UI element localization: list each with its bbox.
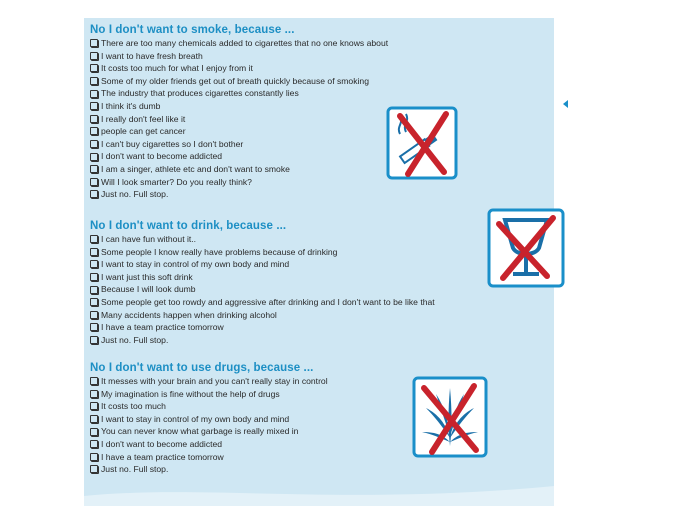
checkbox-icon xyxy=(90,235,98,243)
smoke-reason-text: I really don't feel like it xyxy=(101,113,186,124)
smoke-reason-item xyxy=(90,125,388,138)
edge-marker xyxy=(563,100,568,108)
checkbox-icon xyxy=(90,127,98,135)
drink-section xyxy=(90,220,435,346)
checkbox-icon xyxy=(90,165,98,173)
drink-reason-item xyxy=(90,246,435,259)
checkbox-icon xyxy=(90,311,98,319)
drink-reasons-list xyxy=(90,233,435,346)
smoke-reason-item xyxy=(90,150,388,163)
drink-reason-text: Some people I know really have problems because of drinking xyxy=(101,246,338,257)
checkbox-icon xyxy=(90,402,98,410)
smoke-reason-text: There are too many chemicals added to cigarettes that no one knows about xyxy=(101,38,389,48)
drugs-reason-item xyxy=(90,400,328,413)
drugs-reason-text: I don't want to become addicted xyxy=(101,438,223,449)
smoke-reason-text: I am a singer, athlete etc and don't want to smoke xyxy=(101,163,290,174)
smoke-reason-text: Just no. Full stop. xyxy=(101,189,169,200)
checkbox-icon xyxy=(90,190,98,198)
drugs-reason-text: It costs too much xyxy=(101,401,166,412)
drugs-reason-text: I have a team practice tomorrow xyxy=(101,451,224,462)
smoke-reason-item xyxy=(90,188,388,201)
drink-reason-text: I have a team practice tomorrow xyxy=(101,322,224,333)
smoke-section xyxy=(90,24,388,201)
checkbox-icon xyxy=(90,286,98,294)
smoke-reason-text: The industry that produces cigarettes constantly lies xyxy=(101,88,299,99)
checkbox-icon xyxy=(90,377,98,385)
drink-reason-text: I want to stay in control of my own body and mind xyxy=(101,259,290,270)
drink-reason-text: I can have fun without it.. xyxy=(101,234,197,244)
checkbox-icon xyxy=(90,115,98,123)
checkbox-icon xyxy=(90,52,98,60)
drink-heading: No I don't want to drink, because ... xyxy=(90,220,287,232)
checkbox-icon xyxy=(90,39,98,47)
checkbox-icon xyxy=(90,248,98,256)
smoke-heading: No I don't want to smoke, because ... xyxy=(90,24,295,36)
checkbox-icon xyxy=(90,77,98,85)
smoke-reason-text: It costs too much for what I enjoy from it xyxy=(101,63,253,74)
smoke-reason-text: I think it's dumb xyxy=(101,100,161,111)
drink-reason-text: I want just this soft drink xyxy=(101,271,193,282)
drink-reason-item xyxy=(90,233,435,246)
smoke-reason-item xyxy=(90,37,388,50)
drink-reason-text: Because I will look dumb xyxy=(101,284,196,295)
smoke-reason-item xyxy=(90,138,388,151)
drugs-reason-item xyxy=(90,413,328,426)
checkbox-icon xyxy=(90,153,98,161)
smoke-reason-item xyxy=(90,176,388,189)
checkbox-icon xyxy=(90,298,98,306)
smoke-reason-item xyxy=(90,113,388,126)
smoke-reason-text: I can't buy cigarettes so I don't bother xyxy=(101,138,244,149)
drugs-reason-item xyxy=(90,451,328,464)
drugs-reason-item xyxy=(90,388,328,401)
drink-reason-item xyxy=(90,296,435,309)
drugs-heading: No I don't want to use drugs, because ... xyxy=(90,362,314,374)
checkbox-icon xyxy=(90,90,98,98)
drink-reason-item xyxy=(90,258,435,271)
drink-reason-item xyxy=(90,309,435,322)
checkbox-icon xyxy=(90,336,98,344)
drink-reason-text: Some people get too rowdy and aggressive after drinking and I don't want to be like that xyxy=(101,296,435,307)
checkbox-icon xyxy=(90,102,98,110)
checkbox-icon xyxy=(90,465,98,473)
drugs-reason-text: It messes with your brain and you can't really stay in control xyxy=(101,376,328,386)
smoke-reason-item xyxy=(90,87,388,100)
smoke-reasons-list xyxy=(90,37,388,201)
drugs-reason-item xyxy=(90,438,328,451)
checkbox-icon xyxy=(90,428,98,436)
drink-reason-item xyxy=(90,321,435,334)
drugs-reason-item xyxy=(90,425,328,438)
checkbox-icon xyxy=(90,440,98,448)
smoke-reason-text: people can get cancer xyxy=(101,126,186,137)
no-smoking-icon xyxy=(386,106,458,180)
drink-reason-text: Many accidents happen when drinking alcohol xyxy=(101,309,277,320)
checkbox-icon xyxy=(90,453,98,461)
no-alcohol-icon xyxy=(487,208,565,288)
drugs-reason-text: You can never know what garbage is really mixed in xyxy=(101,426,299,437)
drink-reason-item xyxy=(90,334,435,347)
drugs-reason-text: Just no. Full stop. xyxy=(101,464,169,475)
smoke-reason-text: Some of my older friends get out of breath quickly because of smoking xyxy=(101,75,369,86)
checkbox-icon xyxy=(90,64,98,72)
smoke-reason-text: I want to have fresh breath xyxy=(101,50,203,61)
drugs-reason-item xyxy=(90,375,328,388)
checkbox-icon xyxy=(90,415,98,423)
checkbox-icon xyxy=(90,178,98,186)
smoke-reason-item xyxy=(90,100,388,113)
smoke-reason-item xyxy=(90,75,388,88)
checkbox-icon xyxy=(90,273,98,281)
drugs-section xyxy=(90,362,328,476)
drugs-reason-text: I want to stay in control of my own body and mind xyxy=(101,413,290,424)
drink-reason-item xyxy=(90,271,435,284)
smoke-reason-item xyxy=(90,163,388,176)
smoke-reason-text: I don't want to become addicted xyxy=(101,151,223,162)
smoke-reason-item xyxy=(90,50,388,63)
drugs-reasons-list xyxy=(90,375,328,476)
drugs-reason-text: My imagination is fine without the help of drugs xyxy=(101,388,280,399)
smoke-reason-item xyxy=(90,62,388,75)
checkbox-icon xyxy=(90,140,98,148)
smoke-reason-text: Will I look smarter? Do you really think? xyxy=(101,176,252,187)
no-drugs-icon xyxy=(412,376,488,458)
drugs-reason-item xyxy=(90,463,328,476)
checkbox-icon xyxy=(90,260,98,268)
drink-reason-item xyxy=(90,283,435,296)
drink-reason-text: Just no. Full stop. xyxy=(101,334,169,345)
checkbox-icon xyxy=(90,390,98,398)
checkbox-icon xyxy=(90,323,98,331)
